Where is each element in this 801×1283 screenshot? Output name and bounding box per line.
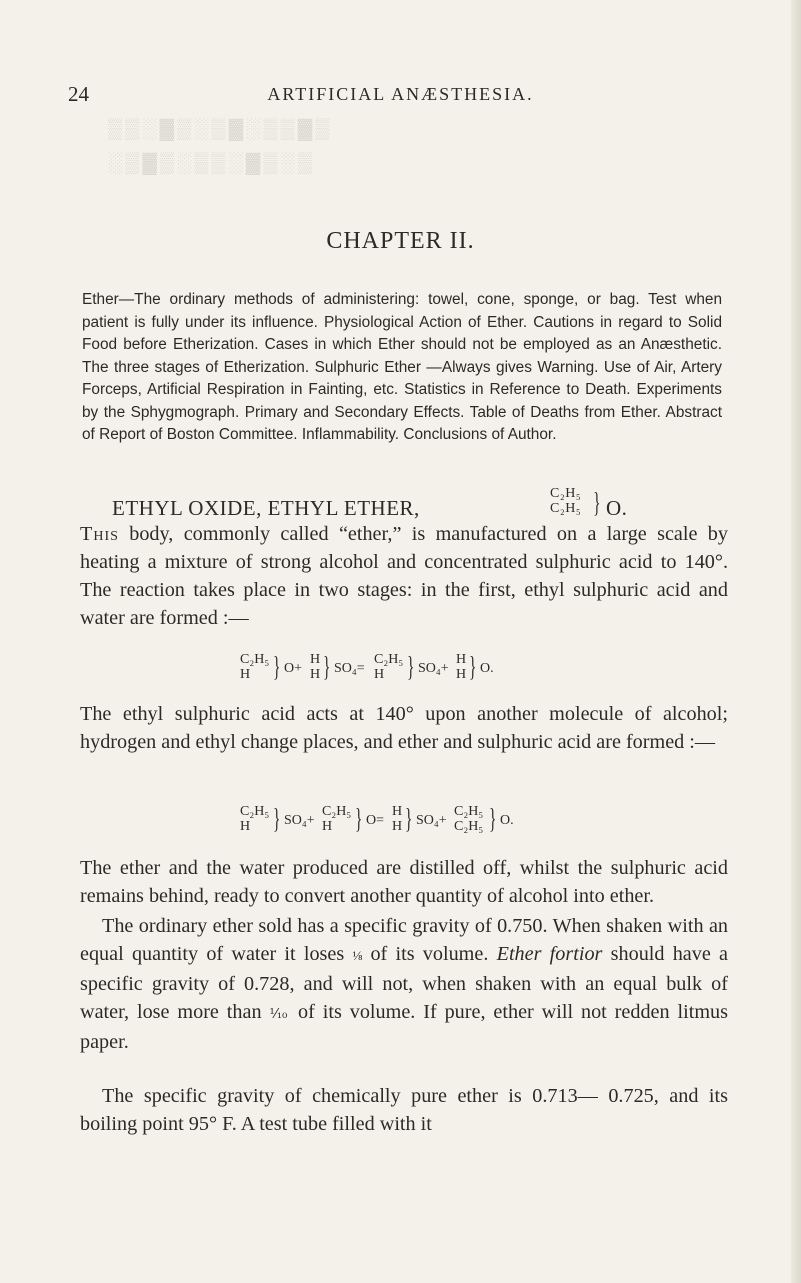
paragraph-4-a: The ordinary ether sold has a specific gravity of 0.750. When shaken with an equal quantity of water it loses xyxy=(80,915,728,965)
eq2-t2-suf: O= xyxy=(366,813,385,828)
eq1-t2-bot: H xyxy=(310,667,321,682)
eq2-t2-bot: H xyxy=(322,819,333,834)
eq1-t4-suf: O. xyxy=(480,661,494,676)
eq1-t4-bot: H xyxy=(456,667,467,682)
bleed-through-texture: ▒▒░▓▒░▒▓░▒▒▓▒ ░▒▓▒░▒▒░▓▒░▒ xyxy=(108,118,333,174)
formula-bottom: C₂H₅ xyxy=(550,501,582,516)
eq2-t3-suf: SO₄+ xyxy=(416,813,447,828)
chapter-title: CHAPTER II. xyxy=(326,228,475,254)
formula-suffix: O. xyxy=(606,496,628,520)
paragraph-1-lead: This xyxy=(80,523,119,545)
eq1-brace1: } xyxy=(273,652,281,683)
eq1-t3-suf: SO₄+ xyxy=(418,661,449,676)
eq1-t1-suf: O+ xyxy=(284,661,303,676)
eq1-t1-bot: H xyxy=(240,667,251,682)
eq2-brace1: } xyxy=(273,804,281,835)
eq2-t4-bot: C₂H₅ xyxy=(454,819,484,834)
eq1-t3-bot: H xyxy=(374,667,385,682)
paragraph-2: The ethyl sulphuric acid acts at 140° upon another molecule of alcohol; hydrogen and ethyl change places, and ether and sulphuric acid are formed :— xyxy=(80,703,728,753)
running-head xyxy=(0,82,801,108)
paragraph-3: The ether and the water produced are distilled off, whilst the sulphuric acid remains behind, ready to convert another quantity of alcohol into ether. xyxy=(80,857,728,907)
fraction-one-tenth: ⅒ xyxy=(269,1006,291,1021)
eq2-t4-top: C₂H₅ xyxy=(454,804,484,819)
eq2-t3-bot: H xyxy=(392,819,403,834)
eq2-t1-top: C₂H₅ xyxy=(240,804,270,819)
eq1-t4-top: H xyxy=(456,652,467,667)
eq2-t3-top: H xyxy=(392,804,403,819)
running-title: ARTIFICIAL ANÆSTHESIA. xyxy=(267,84,534,104)
eq2-t4-suf: O. xyxy=(500,813,514,828)
eq1-t3-top: C₂H₅ xyxy=(374,652,404,667)
paragraph-4-c: should have a specific gravity of 0.728, and will not, when shaken with an equal bulk of water, lose more than xyxy=(80,943,728,1023)
eq1-t2-top: H xyxy=(310,652,321,667)
eq1-brace3: } xyxy=(407,652,415,683)
eq2-brace4: } xyxy=(489,804,497,835)
subject-label: ETHYL OXIDE, ETHYL ETHER, xyxy=(112,496,420,520)
eq2-t1-suf: SO₄+ xyxy=(284,813,315,828)
paragraph-1-text: body, commonly called “ether,” is manufactured on a large scale by heating a mixture of strong alcohol and concentrated sulphuric acid to 140°. The reaction takes place in two stages: in the first, ethyl sulphuric acid and water are formed :— xyxy=(80,523,728,629)
subject-formula xyxy=(550,486,581,516)
formula-top: C₂H₅ xyxy=(550,486,582,501)
fraction-one-eighth: ⅛ xyxy=(352,948,363,963)
eq1-t2-suf: SO₄= xyxy=(334,661,365,676)
eq1-brace2: } xyxy=(323,652,331,683)
eq2-t1-bot: H xyxy=(240,819,251,834)
chapter-abstract: Ether—The ordinary methods of administering: towel, cone, sponge, or bag. Test when patient is fully under its influence. Physiological Action of Ether. Cautions in regard to Solid Food before Etherization. Cases in which Ether should not be employed as an Anæsthetic. The three stages of Etherization. Sulphuric Ether —Always gives Warning. Use of Air, Artery Forceps, Artificial Respiration in Fainting, etc. Statistics in Reference to Death. Experiments by the Sphygmograph. Primary and Secondary Effects. Table of Deaths from Ether. Abstract of Report of Boston Committee. Inflammability. Conclusions of Author. xyxy=(82,291,722,443)
paragraph-1 xyxy=(80,520,728,632)
paragraph-4-d: of its volume. If pure, ether will not redden litmus paper. xyxy=(80,1001,728,1053)
eq2-brace3: } xyxy=(405,804,413,835)
page-number: 24 xyxy=(68,82,89,106)
eq1-brace4: } xyxy=(469,652,477,683)
eq1-t1-top: C₂H₅ xyxy=(240,652,270,667)
page-edge-shadow xyxy=(791,0,801,1283)
ether-fortior-term: Ether fortior xyxy=(496,943,603,965)
formula-brace: } xyxy=(593,488,601,519)
eq2-brace2: } xyxy=(355,804,363,835)
paragraph-5: The specific gravity of chemically pure ether is 0.713— 0.725, and its boiling point 95° F. A test tube filled with it xyxy=(80,1085,728,1135)
eq2-t2-top: C₂H₅ xyxy=(322,804,352,819)
paragraph-4 xyxy=(80,912,728,1056)
paragraph-4-b: of its volume. xyxy=(362,943,497,965)
